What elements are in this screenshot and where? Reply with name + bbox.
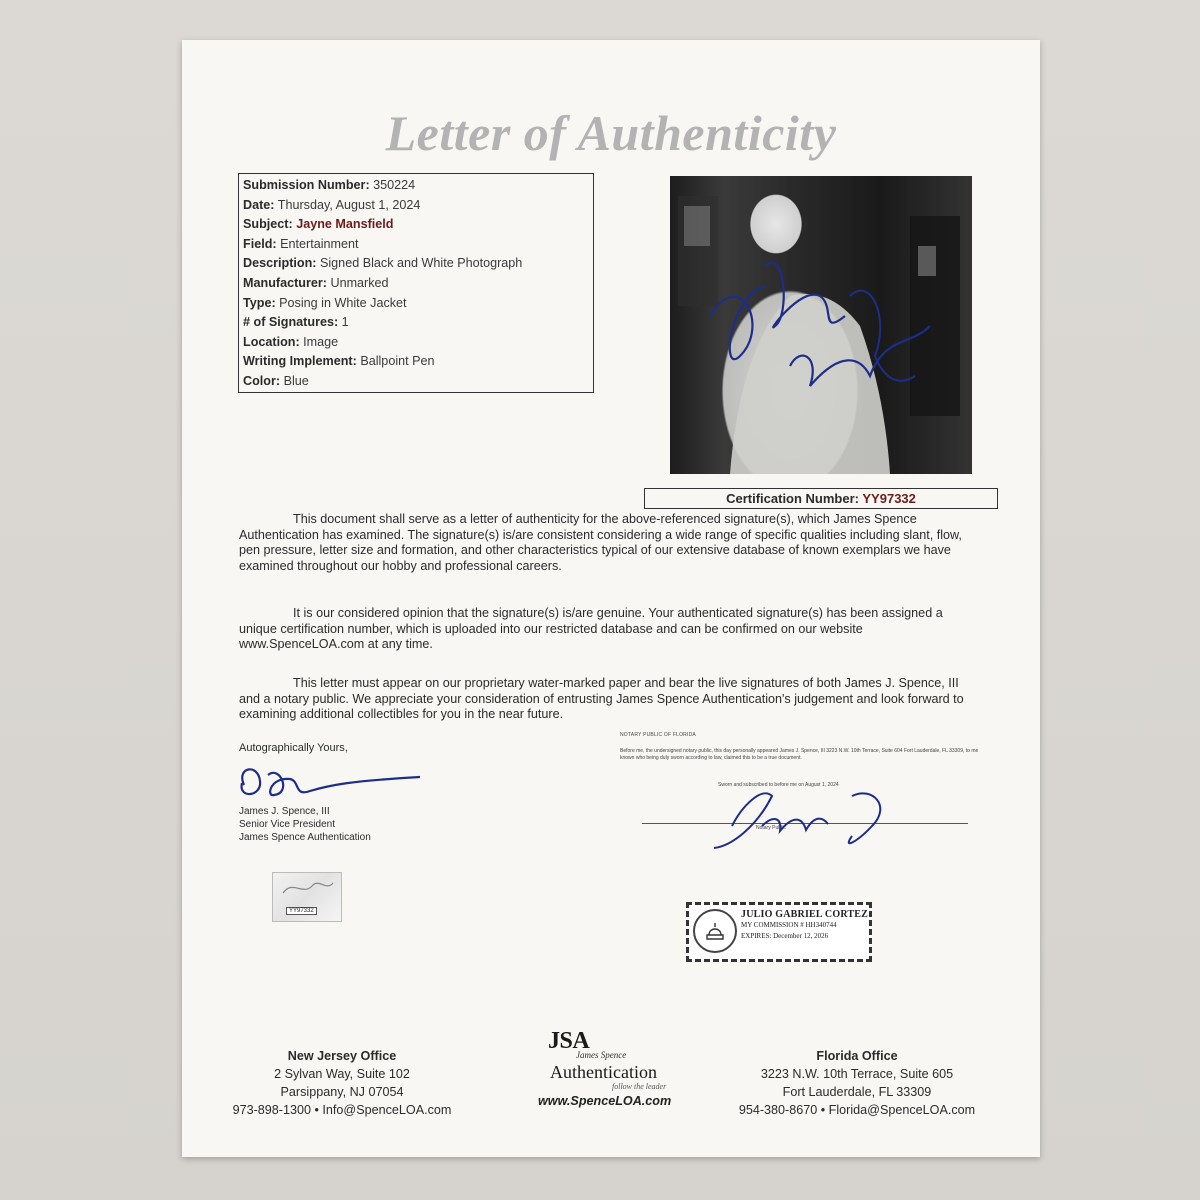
- body-paragraph-2: It is our considered opinion that the signature(s) is/are genuine. Your authenticated signature(s) has been assigned a unique certification number, which is uploaded into our restricted database and can be confirmed on our website www.SpenceLOA.com at any time.: [239, 606, 943, 652]
- notary-stamp-text: JULIO GABRIEL CORTEZ MY COMMISSION # HH340744 EXPIRES: December 12, 2026: [741, 909, 869, 940]
- signer-block: [239, 805, 371, 844]
- new-jersey-office: New Jersey Office 2 Sylvan Way, Suite 102 Parsippany, NJ 07054 973-898-1300 • Info@SpenceLOA.com: [232, 1049, 452, 1117]
- jsa-website: www.SpenceLOA.com: [538, 1094, 672, 1108]
- body-paragraph-3: This letter must appear on our proprietary water-marked paper and bear the live signatures of both James J. Spence, III and a notary public. We appreciate your consideration of entrusting James Spence Authentication's judgement and look forward to examining additional collectibles for you in the near future.: [239, 676, 964, 722]
- signer-title: Senior Vice President: [239, 819, 335, 830]
- document-title: Letter of Authenticity: [385, 105, 837, 161]
- notary-stamp: [686, 902, 872, 962]
- capitol-dome-icon: [695, 911, 735, 951]
- jsa-hologram-sticker: [272, 872, 342, 922]
- detail-row: Location: Image: [243, 334, 339, 349]
- detail-row: Color: Blue: [243, 373, 309, 388]
- spence-signature: [230, 755, 430, 805]
- notary-signature: [702, 776, 902, 856]
- detail-row: Date: Thursday, August 1, 2024: [243, 197, 421, 212]
- signer-name: James J. Spence, III: [239, 806, 330, 817]
- detail-row: # of Signatures: 1: [243, 315, 349, 330]
- details-box: [238, 173, 594, 393]
- detail-row: Subject: Jayne Mansfield: [243, 217, 394, 232]
- notary-sworn-line: Sworn and subscribed to before me on August 1, 2024: [718, 782, 839, 788]
- certification-number-box: [644, 488, 998, 509]
- detail-row: Description: Signed Black and White Photograph: [243, 256, 523, 271]
- detail-row: Manufacturer: Unmarked: [243, 275, 389, 290]
- photo-autograph: [670, 176, 972, 474]
- certification-number: YY97332: [862, 491, 916, 506]
- notary-seal-icon: [693, 909, 737, 953]
- letter-sheet: [182, 40, 1040, 1157]
- notary-statement: Before me, the undersigned notary public, this day personally appeared James J. Spence, III 3223 N.W. 10th Terrace, Suite 604 Fort Lauderdale, FL 33309, to me known who being duly sworn according to law, claimed this to be a true document.: [620, 748, 979, 761]
- notary-heading: NOTARY PUBLIC OF FLORIDA: [620, 732, 696, 738]
- body-paragraph-1: This document shall serve as a letter of authenticity for the above-referenced signature(s), which James Spence Authentication has examined. The signature(s) is/are consistent considering a wide range of specific qualities including slant, flow, pen pressure, letter size and formation, and other characteristics typical of our extensive database of known exemplars we have examined throughout our hobby and professional careers.: [239, 512, 962, 573]
- signer-company: James Spence Authentication: [239, 832, 371, 843]
- jsa-logo: JSA James Spence Authentication follow the leader www.SpenceLOA.com: [538, 1028, 672, 1108]
- notary-public-label: Notary Public: [756, 825, 786, 831]
- detail-row: Type: Posing in White Jacket: [243, 295, 407, 310]
- detail-row: Field: Entertainment: [243, 236, 359, 251]
- detail-row: Writing Implement: Ballpoint Pen: [243, 354, 435, 369]
- signed-photograph: [670, 176, 972, 474]
- certification-label: Certification Number:: [726, 491, 859, 506]
- closing-line: Autographically Yours,: [239, 742, 348, 754]
- detail-row: Submission Number: 350224: [243, 178, 416, 192]
- hologram-number: YY97332: [286, 907, 317, 915]
- florida-office: Florida Office 3223 N.W. 10th Terrace, Suite 605 Fort Lauderdale, FL 33309 954-380-8670 • Florida@SpenceLOA.com: [738, 1049, 976, 1117]
- hologram-signature-icon: [273, 873, 341, 903]
